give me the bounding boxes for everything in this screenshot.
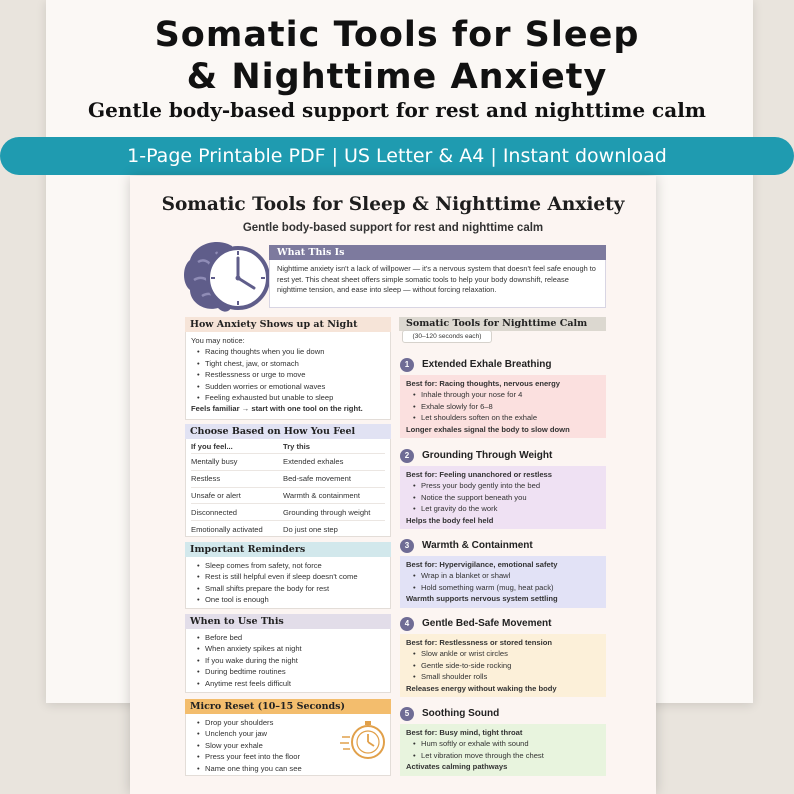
- table-header-row: [191, 440, 385, 454]
- table-cell: Do just one step: [283, 524, 338, 534]
- stopwatch-icon: [340, 717, 388, 763]
- table-cell: Mentally busy: [191, 457, 238, 467]
- list-item: • Anytime rest feels difficult: [200, 678, 385, 689]
- tool-best-for: Best for: Restlessness or stored tension: [406, 638, 553, 647]
- tool-note: Activates calming pathways: [406, 762, 508, 772]
- what-this-is-heading: What This Is: [269, 245, 606, 260]
- tool-number: 5: [400, 707, 414, 721]
- list-item: • Gentle side-to-side rocking: [416, 660, 600, 671]
- tool-title: Warmth & Containment: [422, 540, 533, 551]
- tool-best-for: Best for: Hypervigilance, emotional safety: [406, 560, 558, 569]
- tools-heading: Somatic Tools for Nighttime Calm: [399, 317, 606, 331]
- tool-note: Helps the body feel held: [406, 515, 494, 525]
- tool-card: [400, 556, 606, 608]
- promo-title-line1: Somatic Tools for Sleep: [154, 15, 640, 55]
- table-row: [191, 504, 385, 521]
- list-item: • If you wake during the night: [200, 655, 385, 666]
- tool-card: [400, 724, 606, 776]
- list-item: • Racing thoughts when you lie down: [200, 346, 385, 357]
- tool-best-for: Best for: Busy mind, tight throat: [406, 728, 523, 737]
- list-item: • Sudden worries or emotional waves: [200, 381, 385, 392]
- table-cell: Bed-safe movement: [283, 473, 351, 483]
- tool-best-for: Best for: Racing thoughts, nervous energy: [406, 379, 561, 388]
- choose-heading: Choose Based on How You Feel: [185, 424, 391, 439]
- what-this-is-body: Nighttime anxiety isn't a lack of willpower — it's a nervous system that doesn't feel safe enough to rest yet. This cheat sheet offers simple somatic tools to help your body downshift, release nighttime tension, and ease into sleep — without forcing relaxation.: [269, 260, 606, 308]
- list-item: • Hold something warm (mug, heat pack): [416, 582, 600, 593]
- reminders-heading: Important Reminders: [185, 542, 391, 557]
- list-item: • Rest is still helpful even if sleep doesn't come: [200, 571, 385, 582]
- tool-note: Longer exhales signal the body to slow down: [406, 424, 570, 434]
- list-item: • Drop your shoulders: [200, 717, 385, 728]
- list-item: • Let gravity do the work: [416, 503, 600, 514]
- tool-title: Extended Exhale Breathing: [422, 359, 552, 370]
- list-item: • Notice the support beneath you: [416, 492, 600, 503]
- list-item: • Small shifts prepare the body for rest: [200, 583, 385, 594]
- list-item: • Tight chest, jaw, or stomach: [200, 358, 385, 369]
- anxiety-card: [185, 332, 391, 420]
- table-row: [191, 488, 385, 505]
- anxiety-heading: How Anxiety Shows up at Night: [185, 317, 391, 332]
- sheet-subtitle: Gentle body-based support for rest and nighttime calm: [242, 222, 544, 234]
- list-item: • Exhale slowly for 6–8: [416, 401, 600, 412]
- table-cell: Grounding through weight: [283, 507, 371, 517]
- format-banner: 1-Page Printable PDF | US Letter & A4 | Instant download: [0, 137, 794, 175]
- sheet-title: Somatic Tools for Sleep & Nighttime Anxiety: [161, 194, 625, 215]
- list-item: • Unclench your jaw: [200, 728, 385, 739]
- tool-card: [400, 634, 606, 697]
- list-item: • Slow ankle or wrist circles: [416, 648, 600, 659]
- micro-heading: Micro Reset (10–15 Seconds): [185, 699, 391, 714]
- table-cell: Warmth & containment: [283, 490, 360, 500]
- table-row: [191, 521, 385, 538]
- list-item: • Before bed: [200, 632, 385, 643]
- table-cell: Restless: [191, 473, 221, 483]
- list-item: • Let vibration move through the chest: [416, 750, 600, 761]
- promo-title-line2: & Nighttime Anxiety: [186, 57, 608, 97]
- table-cell: Disconnected: [191, 507, 238, 517]
- list-item: • Press your body gently into the bed: [416, 480, 600, 491]
- tool-number: 2: [400, 449, 414, 463]
- list-item: • Press your feet into the floor: [200, 751, 385, 762]
- when-heading: When to Use This: [185, 614, 391, 629]
- table-row: [191, 454, 385, 471]
- list-item: • Restlessness or urge to move: [200, 369, 385, 380]
- tool-note: Releases energy without waking the body: [406, 683, 557, 693]
- anxiety-intro: You may notice:: [191, 336, 245, 345]
- tool-note: Warmth supports nervous system settling: [406, 594, 558, 604]
- tool-title: Soothing Sound: [422, 708, 500, 719]
- list-item: • Sleep comes from safety, not force: [200, 560, 385, 571]
- reminders-card: [185, 557, 391, 609]
- tool-best-for: Best for: Feeling unanchored or restless: [406, 470, 553, 479]
- list-item: • One tool is enough: [200, 594, 385, 605]
- list-item: • When anxiety spikes at night: [200, 643, 385, 654]
- tool-card: [400, 466, 606, 529]
- list-item: • Wrap in a blanket or shawl: [416, 570, 600, 581]
- table-cell: Emotionally activated: [191, 524, 263, 534]
- table-header: If you feel...: [191, 441, 233, 451]
- tool-title: Grounding Through Weight: [422, 450, 553, 461]
- table-row: [191, 471, 385, 488]
- list-item: • Feeling exhausted but unable to sleep: [200, 392, 385, 403]
- printable-sheet: [130, 176, 656, 794]
- list-item: • During bedtime routines: [200, 666, 385, 677]
- anxiety-footer: Feels familiar → start with one tool on the right.: [191, 404, 363, 414]
- when-card: [185, 629, 391, 693]
- tool-card: [400, 375, 606, 438]
- list-item: • Let shoulders soften on the exhale: [416, 412, 600, 423]
- list-item: • Hum softly or exhale with sound: [416, 738, 600, 749]
- tool-number: 1: [400, 358, 414, 372]
- tool-title: Gentle Bed-Safe Movement: [422, 618, 552, 629]
- table-header: Try this: [283, 441, 311, 451]
- table-cell: Extended exhales: [283, 457, 344, 467]
- choose-table: [185, 439, 391, 537]
- list-item: • Name one thing you can see: [200, 763, 385, 774]
- list-item: • Inhale through your nose for 4: [416, 389, 600, 400]
- tool-number: 3: [400, 539, 414, 553]
- promo-subtitle: Gentle body-based support for rest and nighttime calm: [88, 98, 706, 122]
- brain-clock-icon: [182, 236, 274, 318]
- tools-duration: (30–120 seconds each): [402, 330, 492, 343]
- table-cell: Unsafe or alert: [191, 490, 241, 500]
- tool-number: 4: [400, 617, 414, 631]
- list-item: • Slow your exhale: [200, 740, 385, 751]
- list-item: • Small shoulder rolls: [416, 671, 600, 682]
- promo-title: [0, 14, 794, 98]
